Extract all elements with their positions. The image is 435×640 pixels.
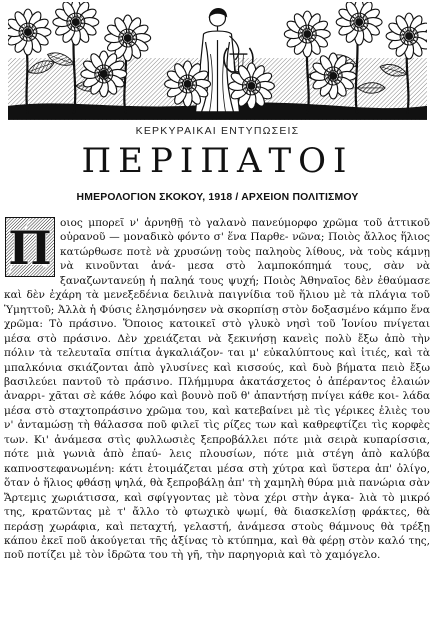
header-vignette (8, 2, 427, 120)
body-line: τοῦ ἀττικοῦ οὐρανοῦ — μοναδικὸ φόντο σ' ἕνα Παρθε- (60, 217, 434, 244)
body-line: παληά τους ψυχή; Ποιὸς Ἀθηναῖος δὲν ἐθαύμασε καὶ δὲν ἐχάρη τὰ (4, 274, 434, 302)
body-line: τὸ πράσινο. Πλήμμυρα ἀκατάσχετος ὁ ἀπέραντος ἐλαιών ἀναρρι- (4, 375, 434, 403)
section-kicker: ΚΕΡΚΥΡΑΙΚΑΙ ΕΝΤΥΠΩΣΕΙΣ (135, 125, 300, 137)
body-line: λεις πλουσίων, πότε μιὰ στέγη ἀπὸ καλύβα καπνοστεφανωμένη: (4, 448, 434, 475)
body-line: γλυσίνες καὶ κισσούς, καὶ δυὸ βήματα πειὸ ἔξω βασιλεύει παντοῦ (4, 361, 434, 388)
body-line: νῶνα; Ποιὸς ἄλλος ἥλιος κατώρθωσε ποτὲ νὰ χρυσώνῃ (60, 231, 434, 258)
drop-cap-letter: Π (8, 221, 52, 275)
source-line: ΗΜΕΡΟΛΟΓΙΟΝ ΣΚΟΚΟΥ, 1918 / ΑΡΧΕΙΟΝ ΠΟΛΙΤΙΣΜΟΥ (76, 192, 359, 203)
body-line: ξεπροβάλλει πότε μιὰ σειρὰ κυπαρίσσια, πότε μιὰ γωνιὰ ἀπὸ ἐπαύ- (4, 433, 434, 461)
page-title: ΠΕΡΙΠΑΤΟΙ (81, 141, 354, 181)
body-line: διασκελίσῃ φράκτες, θὰ περάσῃ χωράφια, καὶ πεταχτή, γελαστή, (4, 506, 434, 533)
body-line: τοὺς παληοὺς λίθους, νὰ τοὺς κάμνῃ νὰ κινοῦνται ἀνά- (60, 245, 434, 273)
body-line: ἥλιος φθάσῃ ψηλά, θὰ ξεπροβάλῃ ἀπ' τὴ χαμηλὴ θύρα μιὰ πανώρια (43, 477, 410, 490)
body-line: οιος μπορεῖ ν' ἀρνηθῇ τὸ γαλανὸ πανεύμορφο χρῶμα (60, 217, 364, 229)
body-line: χᾶται σὲ κάθε λόφο καὶ βουνὸ ποῦ θ' ἀπαντήσῃ πνίγει κάθε κοι- (48, 390, 403, 403)
body-line: ἀνάμεσα στοὺς θάμνους θὰ τρέξῃ κάπου ἐκεῖ ποῦ ἀκούγεται τῆς (4, 520, 434, 547)
body-line: των καὶ καθρεφτίζει τὶς κορφὲς των. Κι' ἀνάμεσα στὶς φυλλωσιὲς (4, 419, 434, 446)
body-line: κανεὶς πολὺ ἔξω ἀπὸ τὴν πόλιν τὰ τελευταῖα σπίτια ἀγκαλιάζον- (4, 332, 434, 360)
body-line: μενεξεδένια δειλινὰ παιγνίδια τοῦ ἥλιου μὲ τὰ πλάγια τοῦ Ὑμηττοῦ; (4, 289, 434, 316)
body-line: Ἀλλὰ ἡ Φύσις ἐλησμόνησεν νὰ σκορπίσῃ στὸν δοξασμένο κάμπο (57, 303, 411, 316)
body-line: λάδα μέσα στὸ σταχτοπράσινο χρῶμα του, καὶ κατεβαίνει μὲ τὶς (4, 390, 434, 417)
body-line: κάτι ἑτοιμάζεται μέσα στὴ χύτρα καὶ ὕστερα ἀπ' ὀλίγο, ὅταν ὁ (4, 462, 434, 490)
article-body (4, 216, 434, 638)
body-line: λιὰ τὸ μικρό της, κρατῶντας μὲ τ' ἄλλο τὸ φτωχικὸ ψωμί, θὰ (4, 491, 434, 519)
body-line: γέρικες ἐλιὲς του ν' ἀνταμώσῃ τὴ θάλασσα ποῦ φιλεῖ τὶς ρίζες (4, 404, 434, 432)
body-line: Ἰονίου πνίγεται μέσα στὸ πράσινο. Δὲν χρειάζεται νὰ ξεκινήσῃ (4, 318, 434, 345)
body-line: ται μ' εὐκαλύπτους καὶ ἰτιές, καὶ τὰ μπαλκόνια σκιάζονται ἀπὸ (4, 347, 434, 374)
body-line: μεσα στὸ λαμποκόπημά τους, σὰν νὰ ξαναζωντανεύῃ ἡ (60, 260, 434, 287)
body-line: ἀξίνας τὸ κτύπημα, καὶ θὰ φέρῃ στὸν καλό της, ποῦ ποτίζει μὲ (4, 534, 434, 562)
body-line: τὸν ἱδρῶτα του τὴ γῆ, τὴν παρηγοριὰ καὶ τὸ χαμόγελο. (85, 549, 381, 562)
body-line: σὰν Ἄρτεμις χωριάτισσα, καὶ σφίγγοντας μὲ τὸνα χέρι στὴν ἀγκα- (4, 477, 434, 504)
body-line: ἕνα χρῶμα: Τὸ πράσινο. Ὅποιος κατοικεῖ στὸ γλυκὸ νησὶ τοῦ (4, 303, 434, 331)
